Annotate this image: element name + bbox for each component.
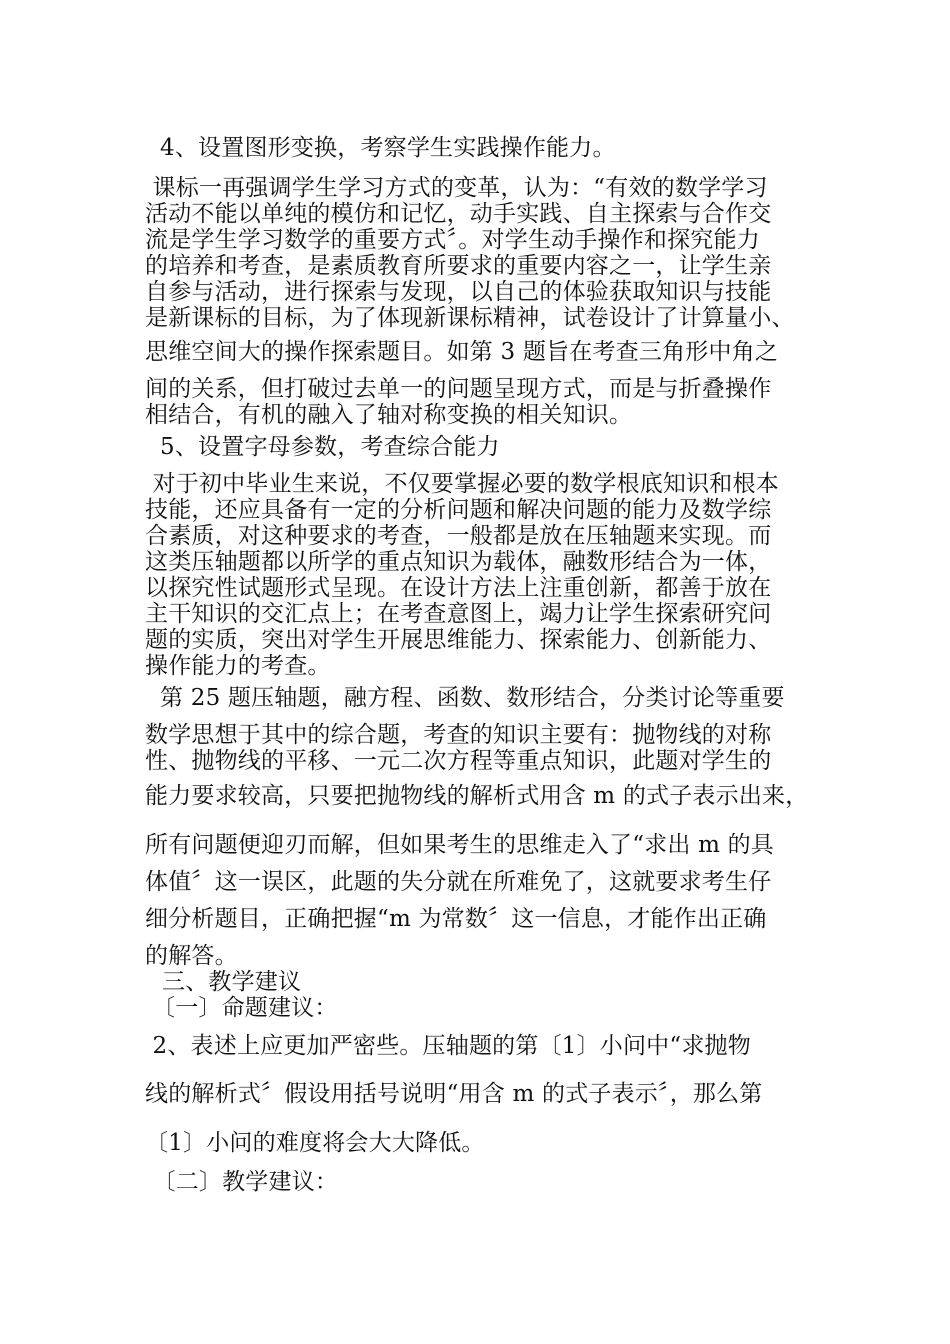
subsection-heading-proposition: 〔一〕命题建议： — [152, 995, 338, 1021]
paragraph-line: 第 25 题压轴题，融方程、函数、数形结合，分类讨论等重要 — [145, 685, 785, 711]
paragraph-line: 所有问题便迎刃而解，但如果考生的思维走入了“求出 m 的具 — [145, 832, 774, 858]
paragraph-line: 2、表述上应更加严密些。压轴题的第〔1〕小问中“求抛物 — [145, 1033, 751, 1059]
paragraph-line: 对于初中毕业生来说，不仅要掌握必要的数学根底知识和根本 — [145, 471, 779, 497]
heading-item-4: 4、设置图形变换，考察学生实践操作能力。 — [145, 135, 616, 161]
paragraph-line: 自参与活动，进行探索与发现，以自己的体验获取知识与技能 — [145, 279, 772, 305]
paragraph-line: 的解答。 — [145, 943, 238, 969]
paragraph-line: 技能，还应具备有一定的分析问题和解决问题的能力及数学综 — [145, 497, 772, 523]
paragraph-line: 间的关系，但打破过去单一的问题呈现方式，而是与折叠操作 — [145, 376, 772, 402]
paragraph-line: 的培养和考查，是素质教育所要求的重要内容之一，让学生亲 — [145, 253, 772, 279]
paragraph-line: 操作能力的考查。 — [145, 653, 331, 679]
paragraph-line: 活动不能以单纯的模仿和记忆，动手实践、自主探索与合作交 — [145, 201, 772, 227]
paragraph-line: 线的解析式〞假设用括号说明“用含 m 的式子表示〞，那么第 — [145, 1081, 763, 1107]
paragraph-line: 以探究性试题形式呈现。在设计方法上注重创新，都善于放在 — [145, 575, 772, 601]
paragraph-line: 是新课标的目标，为了体现新课标精神，试卷设计了计算量小、 — [145, 305, 795, 331]
paragraph-line: 性、抛物线的平移、一元二次方程等重点知识，此题对学生的 — [145, 748, 772, 774]
paragraph-line: 题的实质，突出对学生开展思维能力、探索能力、创新能力、 — [145, 627, 772, 653]
paragraph-line: 相结合，有机的融入了轴对称变换的相关知识。 — [145, 402, 633, 428]
paragraph-line: 流是学生学习数学的重要方式〞。对学生动手操作和探究能力 — [145, 227, 760, 253]
paragraph-line: 能力要求较高，只要把抛物线的解析式用含 m 的式子表示出来， — [145, 783, 809, 809]
section-heading-teaching-suggestions: 三、教学建议 — [162, 969, 302, 995]
paragraph-line: 细分析题目，正确把握“m 为常数〞这一信息，才能作出正确 — [145, 906, 767, 932]
paragraph-line: 思维空间大的操作探索题目。如第 3 题旨在考查三角形中角之 — [145, 339, 779, 365]
paragraph-line: 〔1〕小问的难度将会大大降低。 — [145, 1130, 485, 1156]
paragraph-line: 合素质，对这种要求的考查，一般都是放在压轴题来实现。而 — [145, 523, 772, 549]
paragraph-line: 体值〞这一误区，此题的失分就在所难免了，这就要求考生仔 — [145, 869, 772, 895]
heading-item-5: 5、设置字母参数，考查综合能力 — [145, 434, 500, 460]
paragraph-line: 课标一再强调学生学习方式的变革，认为：“有效的数学学习 — [145, 175, 768, 201]
paragraph-line: 这类压轴题都以所学的重点知识为载体，融数形结合为一体， — [145, 549, 772, 575]
paragraph-line: 主干知识的交汇点上；在考查意图上，竭力让学生探索研究问 — [145, 601, 772, 627]
paragraph-line: 数学思想于其中的综合题，考查的知识主要有：抛物线的对称 — [145, 722, 772, 748]
subsection-heading-teaching: 〔二〕教学建议： — [145, 1169, 339, 1195]
